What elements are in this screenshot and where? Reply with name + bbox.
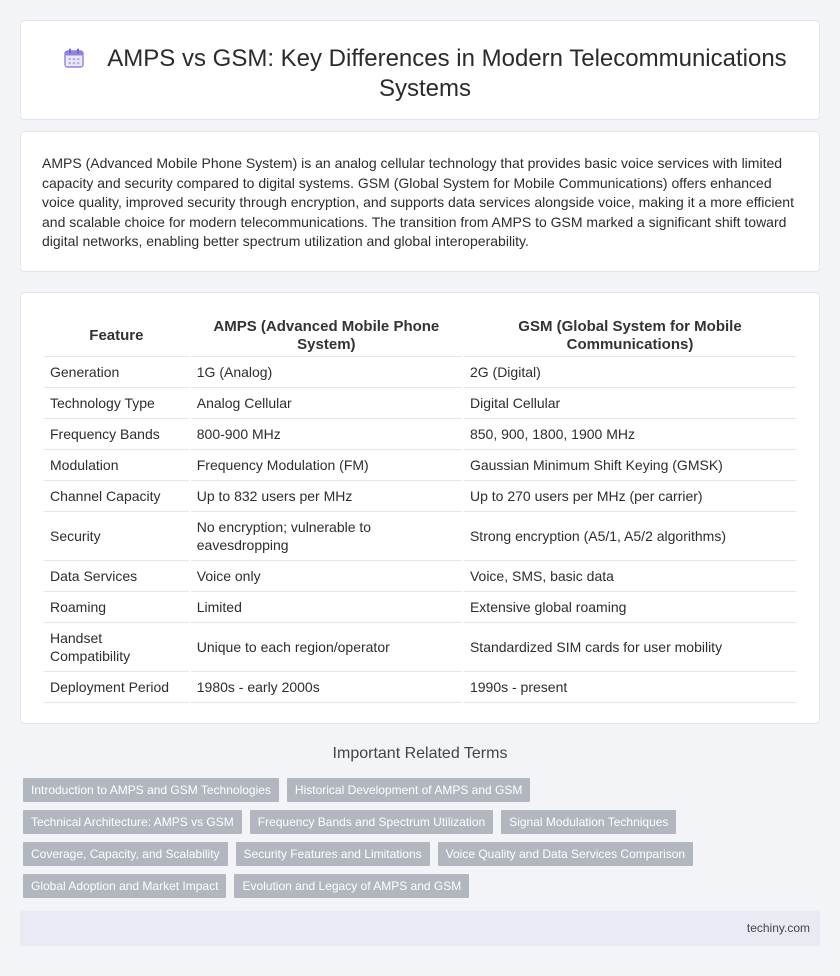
- amps-cell: Unique to each region/operator: [191, 623, 462, 672]
- amps-cell: No encryption; vulnerable to eavesdropping: [191, 512, 462, 561]
- intro-card: [20, 131, 820, 272]
- related-term-tag[interactable]: Technical Architecture: AMPS vs GSM: [23, 810, 242, 834]
- amps-cell: Limited: [191, 592, 462, 623]
- gsm-cell: 850, 900, 1800, 1900 MHz: [464, 419, 796, 450]
- gsm-cell: Standardized SIM cards for user mobility: [464, 623, 796, 672]
- feature-cell: Data Services: [44, 561, 189, 592]
- gsm-cell: Gaussian Minimum Shift Keying (GMSK): [464, 450, 796, 481]
- calendar-icon: [63, 47, 85, 69]
- related-term-tag[interactable]: Introduction to AMPS and GSM Technologies: [23, 778, 279, 802]
- feature-cell: Roaming: [44, 592, 189, 623]
- comparison-table-card: [20, 292, 820, 724]
- page-title-row: [61, 44, 789, 104]
- amps-cell: 1G (Analog): [191, 357, 462, 388]
- amps-cell: Up to 832 users per MHz: [191, 481, 462, 512]
- gsm-cell: Digital Cellular: [464, 388, 796, 419]
- related-term-tag[interactable]: Voice Quality and Data Services Comparison: [438, 842, 693, 866]
- gsm-cell: 2G (Digital): [464, 357, 796, 388]
- related-term-tag[interactable]: Frequency Bands and Spectrum Utilization: [250, 810, 493, 834]
- table-row: [44, 623, 796, 672]
- footer: [20, 911, 820, 946]
- feature-cell: Handset Compatibility: [44, 623, 189, 672]
- related-terms-title: Important Related Terms: [332, 745, 508, 762]
- gsm-cell: Strong encryption (A5/1, A5/2 algorithms): [464, 512, 796, 561]
- table-header-row: [44, 315, 796, 357]
- feature-cell: Channel Capacity: [44, 481, 189, 512]
- feature-cell: Generation: [44, 357, 189, 388]
- amps-cell: 1980s - early 2000s: [191, 672, 462, 703]
- feature-cell: Technology Type: [44, 388, 189, 419]
- related-term-tag[interactable]: Signal Modulation Techniques: [501, 810, 676, 834]
- gsm-cell: 1990s - present: [464, 672, 796, 703]
- related-term-tag[interactable]: Coverage, Capacity, and Scalability: [23, 842, 228, 866]
- feature-cell: Modulation: [44, 450, 189, 481]
- amps-cell: Frequency Modulation (FM): [191, 450, 462, 481]
- intro-paragraph: AMPS (Advanced Mobile Phone System) is an analog cellular technology that provides basic voice services with limited capacity and security compared to digital systems. GSM (Global System for Mobile Communications) offers enhanced voice quality, improved security through encryption, and supports data services alongside voice, making it a more efficient and scalable choice for modern telecommunications. The transition from AMPS to GSM marked a significant shift toward digital networks, enabling better spectrum utilization and global interoperability.: [42, 155, 794, 249]
- header-feature: Feature: [44, 315, 189, 357]
- table-row: [44, 419, 796, 450]
- gsm-cell: Voice, SMS, basic data: [464, 561, 796, 592]
- related-term-tag[interactable]: Security Features and Limitations: [236, 842, 430, 866]
- related-term-tag[interactable]: Evolution and Legacy of AMPS and GSM: [234, 874, 469, 898]
- feature-cell: Frequency Bands: [44, 419, 189, 450]
- table-row: [44, 388, 796, 419]
- amps-cell: Analog Cellular: [191, 388, 462, 419]
- header-gsm: GSM (Global System for Mobile Communications): [464, 315, 796, 357]
- comparison-table: [42, 315, 798, 703]
- table-row: [44, 672, 796, 703]
- related-terms-list: [23, 778, 763, 906]
- amps-cell: Voice only: [191, 561, 462, 592]
- table-row: [44, 592, 796, 623]
- table-row: [44, 512, 796, 561]
- footer-site-link[interactable]: techiny.com: [746, 921, 810, 935]
- feature-cell: Security: [44, 512, 189, 561]
- gsm-cell: Extensive global roaming: [464, 592, 796, 623]
- header-card: [20, 20, 820, 120]
- header-amps: AMPS (Advanced Mobile Phone System): [191, 315, 462, 357]
- gsm-cell: Up to 270 users per MHz (per carrier): [464, 481, 796, 512]
- table-row: [44, 450, 796, 481]
- page-title: AMPS vs GSM: Key Differences in Modern Telecommunications Systems: [107, 45, 787, 102]
- table-row: [44, 561, 796, 592]
- feature-cell: Deployment Period: [44, 672, 189, 703]
- related-term-tag[interactable]: Global Adoption and Market Impact: [23, 874, 226, 898]
- table-row: [44, 481, 796, 512]
- amps-cell: 800-900 MHz: [191, 419, 462, 450]
- table-row: [44, 357, 796, 388]
- related-term-tag[interactable]: Historical Development of AMPS and GSM: [287, 778, 530, 802]
